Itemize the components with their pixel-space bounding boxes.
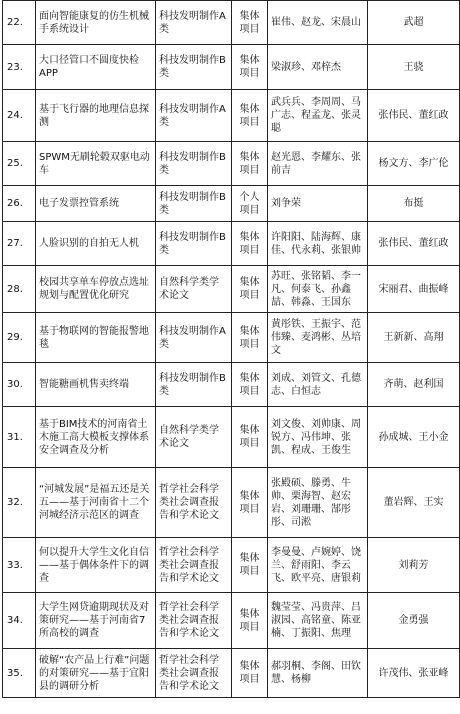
project-type: 集体项目 [232,407,268,468]
advisor-names: 宋丽君、曲振峰 [368,266,460,313]
team-members: 刘争荣 [268,186,368,222]
project-name: 大学生网贷逾期现状及对策研究——基于河南省7所高校的调查 [36,593,156,649]
team-members: 郝羽桐、李阁、田钦慧、杨柳 [268,649,368,698]
project-category: 自然科学类学术论文 [156,407,232,468]
table-row [3,468,460,538]
project-type: 集体项目 [232,538,268,593]
project-category: 哲学社会科学类社会调查报告和学术论文 [156,468,232,538]
row-number: 26. [3,186,36,222]
row-number: 32. [3,468,36,538]
project-category: 自然科学类学术论文 [156,266,232,313]
project-type: 集体项目 [232,222,268,266]
project-type: 集体项目 [232,468,268,538]
row-number: 34. [3,593,36,649]
team-members: 张殿硕、滕勇、牛帅、栗海智、赵宏岩、刘珊珊、郜彤彤、司淞 [268,468,368,538]
project-category: 科技发明制作B类 [156,142,232,186]
row-number: 25. [3,142,36,186]
project-name: 人脸识别的自拍无人机 [36,222,156,266]
row-number: 23. [3,45,36,90]
row-number: 35. [3,649,36,698]
project-category: 哲学社会科学类社会调查报告和学术论文 [156,593,232,649]
project-name: 智能糖画机售卖终端 [36,363,156,407]
table-row [3,649,460,698]
table-row [3,186,460,222]
project-type: 集体项目 [232,363,268,407]
project-type: 集体项目 [232,45,268,90]
project-category: 科技发明制作A类 [156,90,232,142]
team-members: 许阳阳、陆海辉、康佳、代永莉、张银帅 [268,222,368,266]
table-row [3,90,460,142]
row-number: 33. [3,538,36,593]
table-row [3,45,460,90]
row-number: 29. [3,313,36,363]
project-name: SPWM无刷轮毂双驱电动车 [36,142,156,186]
table-row [3,538,460,593]
table-row [3,1,460,45]
advisor-names: 武超 [368,1,460,45]
project-name: “河城发展”是福五还是关五——基于河南省十二个河城经济示范区的调查 [36,468,156,538]
table-row [3,222,460,266]
advisor-names: 杨文方、李广伦 [368,142,460,186]
advisor-names: 布挺 [368,186,460,222]
table-row [3,313,460,363]
advisor-names: 齐萌、赵利国 [368,363,460,407]
project-name: 何以提升大学生文化自信——基于偶体条件下的调查 [36,538,156,593]
project-type: 集体项目 [232,142,268,186]
project-category: 哲学社会科学类社会调查报告和学术论文 [156,538,232,593]
row-number: 24. [3,90,36,142]
row-number: 28. [3,266,36,313]
project-type: 集体项目 [232,649,268,698]
team-members: 刘文俊、刘帅康、周锐方、冯伟坤、张凯、程成、王俊生 [268,407,368,468]
project-category: 科技发明制作B类 [156,222,232,266]
advisor-names: 许茂伟、张亚峰 [368,649,460,698]
advisor-names: 刘莉芳 [368,538,460,593]
advisor-names: 张伟民、董红政 [368,90,460,142]
advisor-names: 王骁 [368,45,460,90]
table-row [3,266,460,313]
advisor-names: 张伟民、董红政 [368,222,460,266]
row-number: 31. [3,407,36,468]
team-members: 梁淑珍、邓梓杰 [268,45,368,90]
row-number: 22. [3,1,36,45]
project-type: 集体项目 [232,1,268,45]
project-name: 基于物联网的智能报警地毯 [36,313,156,363]
award-table [2,0,460,698]
project-type: 集体项目 [232,266,268,313]
team-members: 黄彤铁、王振宇、范伟臻、麦鸿彬、丛培文 [268,313,368,363]
project-type: 集体项目 [232,313,268,363]
advisor-names: 董岩辉、王实 [368,468,460,538]
advisor-names: 孙成城、王小金 [368,407,460,468]
team-members: 苏旺、张铭韬、李一凡、何泰飞、孙鑫喆、韩淼、王国东 [268,266,368,313]
project-type: 个人项目 [232,186,268,222]
table-row [3,407,460,468]
table-row [3,593,460,649]
project-type: 集体项目 [232,90,268,142]
project-category: 科技发明制作B类 [156,45,232,90]
project-category: 科技发明制作A类 [156,313,232,363]
project-name: 面向智能康复的仿生机械手系统设计 [36,1,156,45]
project-category: 科技发明制作B类 [156,186,232,222]
row-number: 30. [3,363,36,407]
project-name: 校园共享单车停放点选址规划与配置优化研究 [36,266,156,313]
team-members: 刘成、刘管文、孔德志、白恒志 [268,363,368,407]
project-name: 基于BIM技术的河南省土木施工高大模板支撑体系安全调查及分析 [36,407,156,468]
advisor-names: 王新新、高翔 [368,313,460,363]
project-category: 哲学社会科学类社会调查报告和学术论文 [156,649,232,698]
team-members: 崔伟、赵龙、宋晨山 [268,1,368,45]
row-number: 27. [3,222,36,266]
table-row [3,142,460,186]
team-members: 武兵兵、李周周、马广志、程孟龙、张灵聪 [268,90,368,142]
advisor-names: 金勇强 [368,593,460,649]
project-category: 科技发明制作B类 [156,363,232,407]
project-name: 破解“农产品上行难”问题的对策研究——基于宜阳县的调研分析 [36,649,156,698]
project-category: 科技发明制作A类 [156,1,232,45]
project-name: 大口径管口不圆度快检APP [36,45,156,90]
project-type: 集体项目 [232,593,268,649]
project-name: 电子发票控管系统 [36,186,156,222]
team-members: 赵光恩、李耀东、张前吉 [268,142,368,186]
table-row [3,363,460,407]
team-members: 李曼曼、卢婉婷、饶兰、舒雨阳、李云飞、欧平亮、唐银莉 [268,538,368,593]
team-members: 魏莹莹、冯贵萍、吕淑园、高铭童、陈亚楠、丁振阳、焦理 [268,593,368,649]
project-name: 基于飞行器的地理信息探测 [36,90,156,142]
